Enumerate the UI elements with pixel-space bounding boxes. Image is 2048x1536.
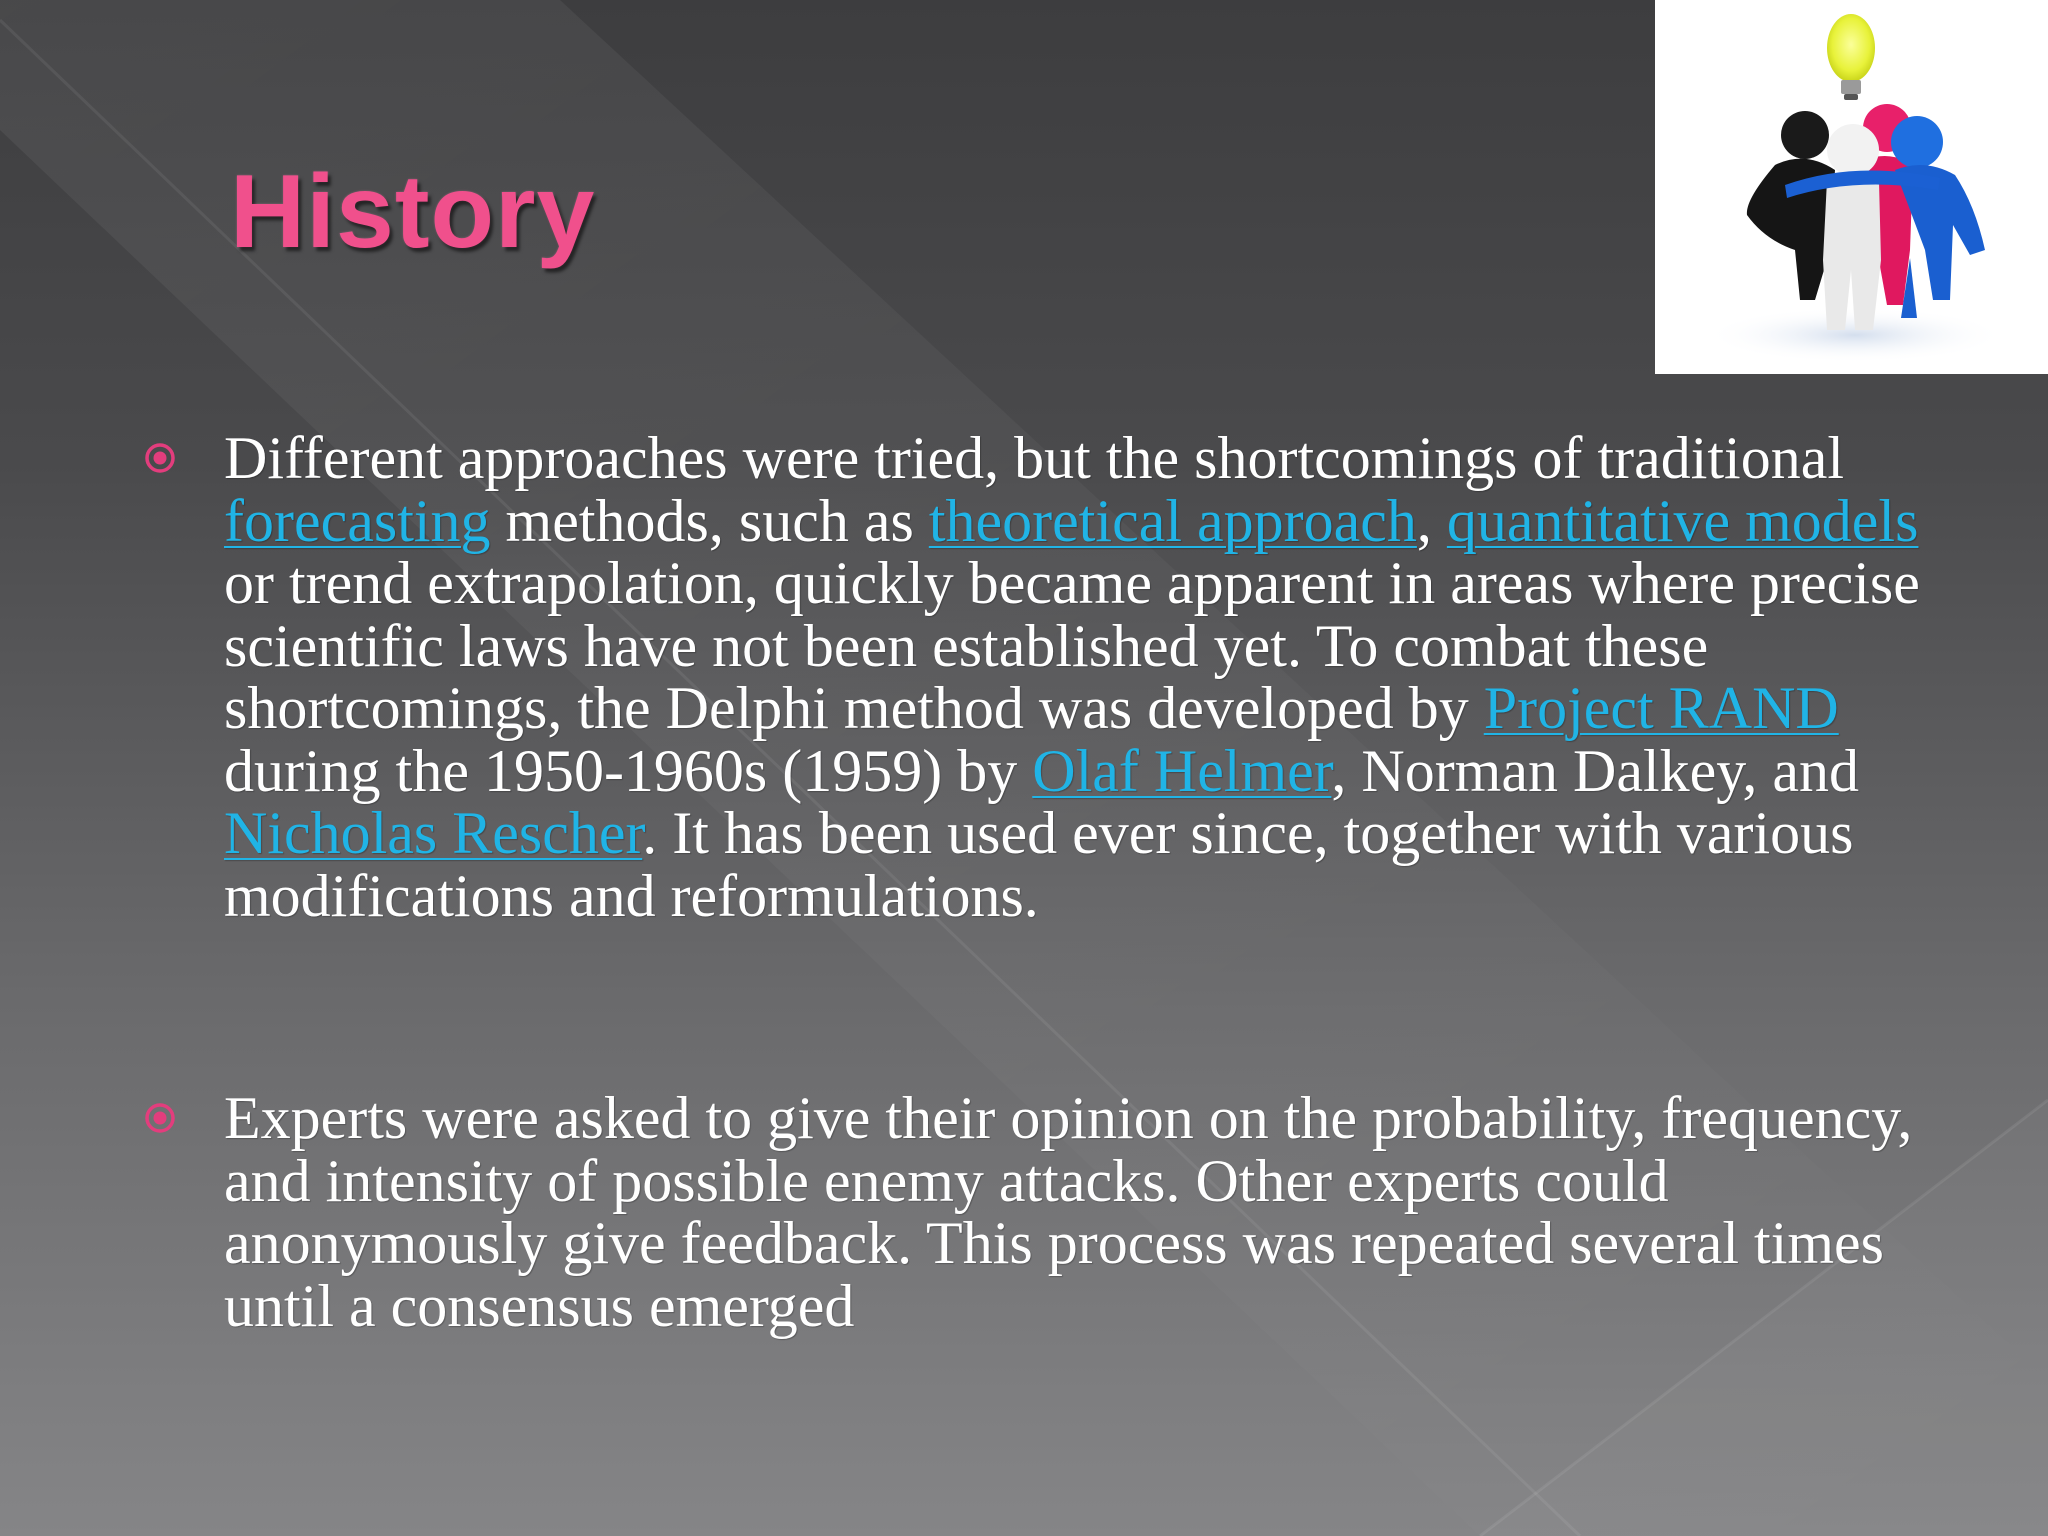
text-run: . It has been used ever since, together with various modifications and reformulations. [224,800,1854,929]
hyperlink[interactable]: forecasting [224,487,491,554]
text-run: Experts were asked to give their opinion on the probability, frequency, and intensity of possible enemy attacks. Other experts could anonymously give feedback. This process was repeated several times until a consensus emerged [224,1085,1913,1339]
text-run: , [1416,487,1447,554]
text-run: Different approaches were tried, but the shortcomings of traditional [224,425,1845,491]
teamwork-figures-illustration [1655,0,2048,374]
teamwork-lightbulb-figures-image [1655,0,2048,374]
text-run: or trend extrapolation, quickly became apparent in areas where precise scientific laws have not been established yet. To combat these shortcomings, the Delphi method was developed by [224,550,1920,741]
bullet-text [224,1085,1912,1339]
circle-dot-bullet-icon [143,441,177,475]
slide-title: History [230,154,596,270]
hyperlink[interactable]: quantitative models [1446,487,1919,554]
lightbulb-icon [1827,14,1875,100]
bullet-item [224,427,1964,927]
hyperlink[interactable]: theoretical approach [928,487,1417,554]
circle-dot-bullet-icon [143,1101,177,1135]
text-run: during the 1950-1960s (1959) by [224,737,1033,804]
text-run: , Norman Dalkey, and [1331,737,1859,804]
hyperlink[interactable]: Nicholas Rescher [224,800,643,866]
text-run: methods, such as [490,487,929,554]
hyperlink[interactable]: Olaf Helmer [1032,737,1332,804]
bullet-item [224,1087,1964,1337]
hyperlink[interactable]: Project RAND [1483,675,1839,741]
bullet-text [224,425,1920,929]
